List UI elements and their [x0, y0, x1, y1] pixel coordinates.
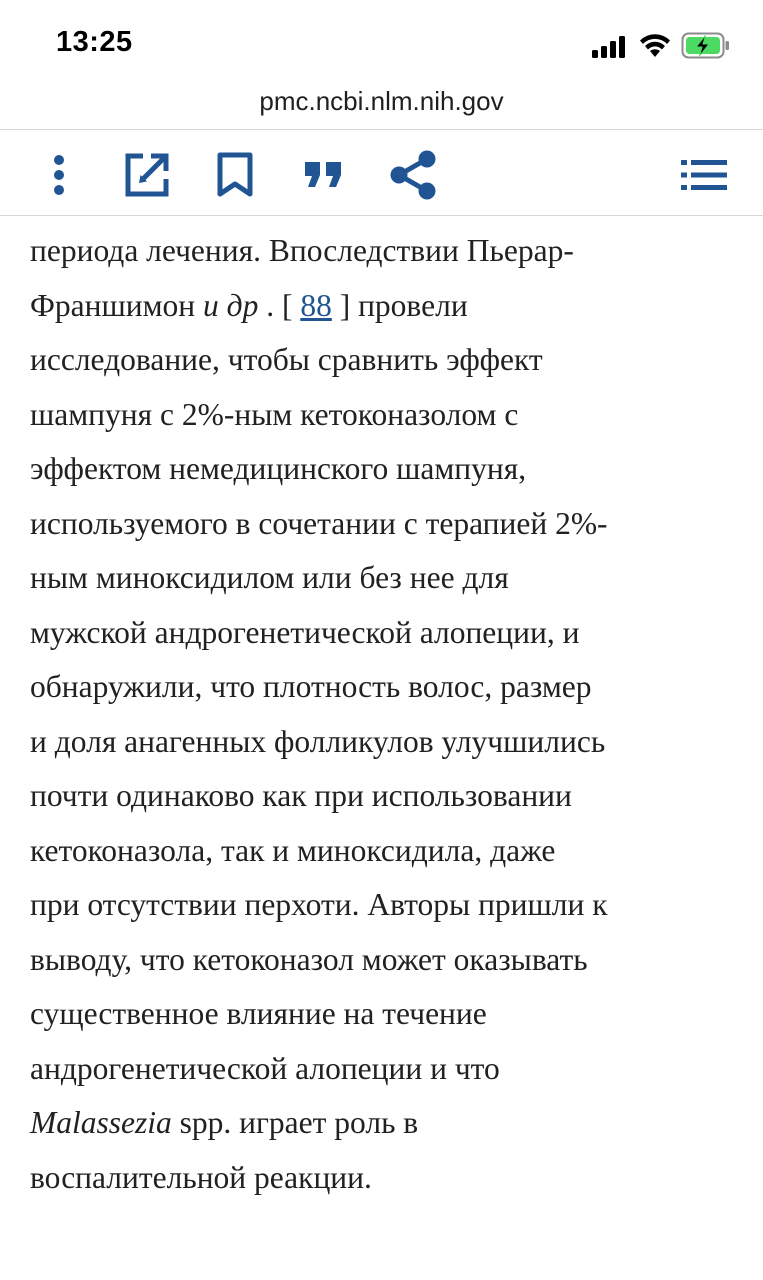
- bookmark-button[interactable]: [207, 147, 263, 203]
- text-line: почти одинаково как при использовании: [30, 778, 572, 813]
- text-segment: . [: [258, 287, 301, 323]
- status-bar: [0, 0, 763, 90]
- text-segment: Франшимон: [30, 287, 204, 323]
- text-line: существенное влияние на течение: [30, 996, 487, 1031]
- text-line: ным миноксидилом или без нее для: [30, 560, 509, 595]
- text-line: [30, 279, 740, 334]
- status-time: 13:25: [56, 26, 133, 58]
- text-line: [30, 1096, 740, 1151]
- species-name-text: Malassezia: [30, 1105, 172, 1140]
- toolbar-divider: [0, 215, 763, 216]
- text-line: используемого в сочетании с терапией 2%-: [30, 505, 608, 541]
- text-segment: ] провели: [331, 287, 468, 323]
- text-line: эффектом немедицинского шампуня,: [30, 451, 527, 486]
- url-bar[interactable]: pmc.ncbi.nlm.nih.gov: [259, 86, 504, 116]
- text-line: периода лечения. Впоследствии Пьерар-: [30, 233, 574, 268]
- text-line: шампуня с 2%-ным кетоконазолом с: [30, 396, 519, 432]
- table-of-contents-button[interactable]: [676, 147, 732, 203]
- text-line: выводу, что кетоконазол может оказывать: [30, 941, 588, 977]
- reference-link-88[interactable]: 88: [300, 287, 332, 323]
- more-options-button[interactable]: [31, 147, 87, 203]
- text-line: мужской андрогенетической алопеции, и: [30, 614, 580, 650]
- table-of-contents-icon: [681, 160, 727, 190]
- text-line: кетоконазола, так и миноксидила, даже: [30, 832, 556, 868]
- text-line: воспалительной реакции.: [30, 1159, 372, 1195]
- cite-button[interactable]: [296, 147, 352, 203]
- text-line: андрогенетической алопеции и что: [30, 1050, 500, 1086]
- more-vertical-icon: [53, 154, 65, 196]
- text-line: при отсутствии перхоти. Авторы пришли к: [30, 887, 608, 922]
- text-line: обнаружили, что плотность волос, размер: [30, 669, 592, 704]
- cite-quote-icon: [305, 160, 343, 190]
- text-line: и доля анагенных фолликулов улучшились: [30, 723, 606, 759]
- article-body: [30, 224, 740, 1205]
- share-icon: [389, 149, 437, 201]
- text-segment: spp. играет роль в: [171, 1105, 419, 1140]
- battery-charging-icon: [681, 32, 731, 60]
- open-in-new-icon: [123, 151, 171, 199]
- et-al-text: и др: [203, 287, 259, 323]
- article-paragraph: [30, 224, 740, 1205]
- wifi-icon: [639, 34, 671, 58]
- cellular-signal-icon: [592, 36, 626, 58]
- open-in-new-button[interactable]: [119, 147, 175, 203]
- share-button[interactable]: [385, 147, 441, 203]
- article-toolbar: [0, 131, 763, 215]
- header-divider: [0, 129, 763, 130]
- text-line: исследование, чтобы сравнить эффект: [30, 342, 543, 377]
- bookmark-icon: [216, 152, 254, 198]
